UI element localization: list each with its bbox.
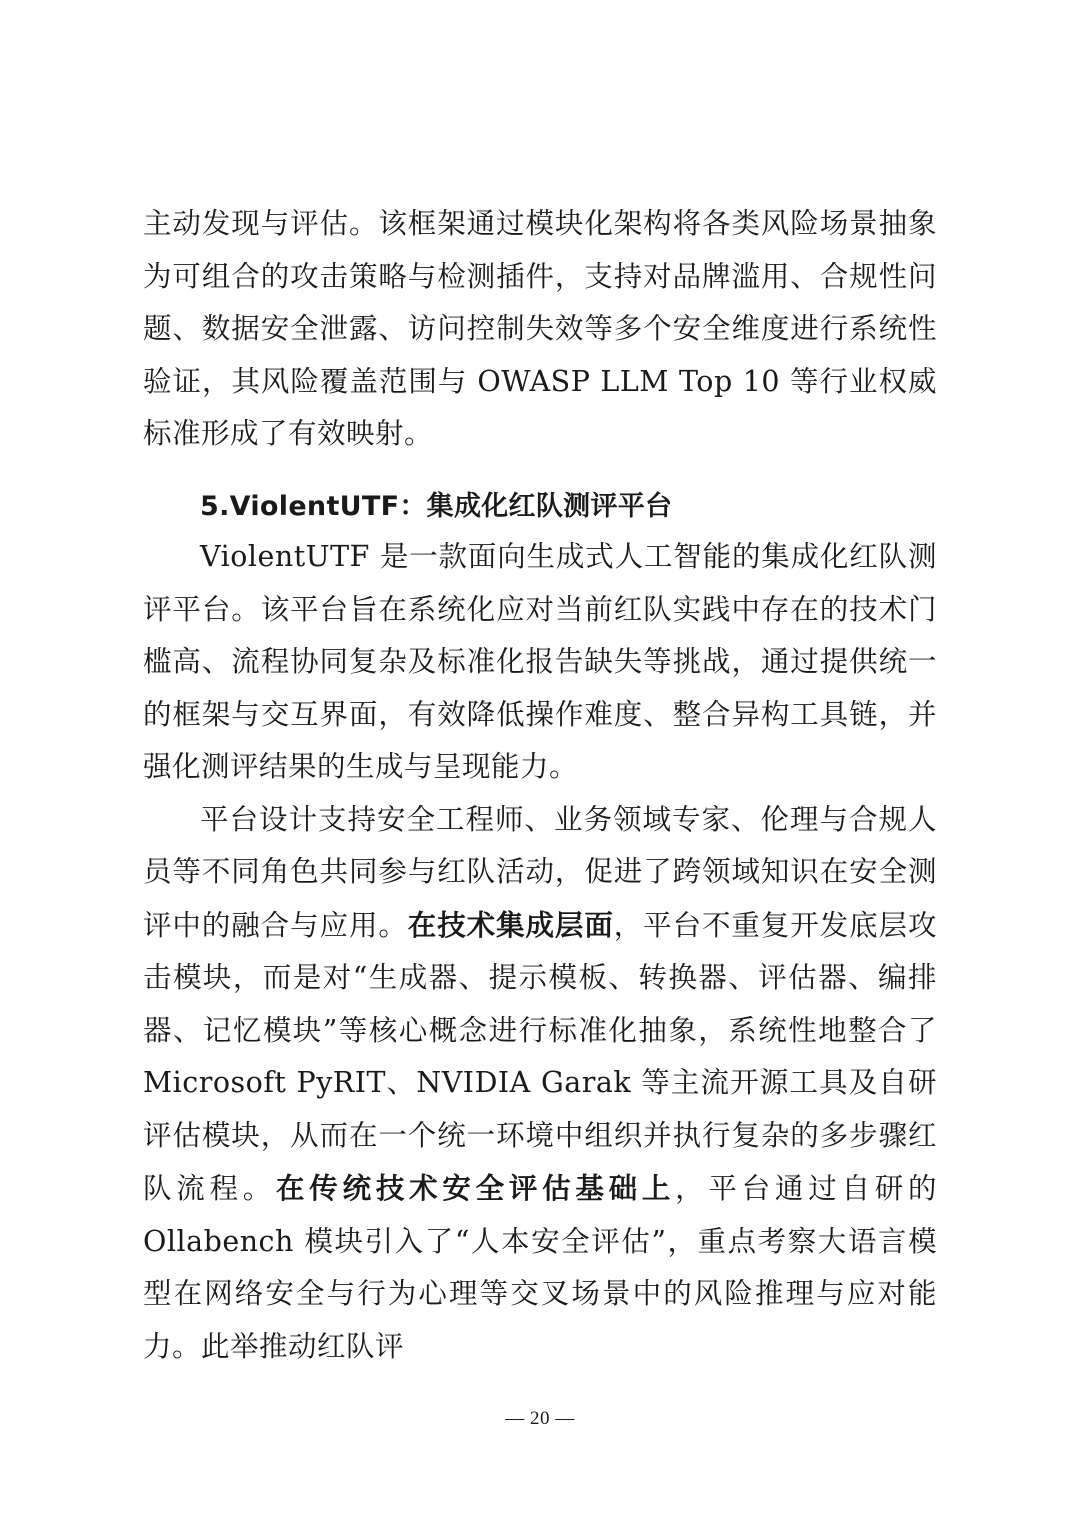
section-heading: 5.ViolentUTF：集成化红队测评平台: [200, 491, 673, 522]
paragraph-violentutf-intro: ViolentUTF 是一款面向生成式人工智能的集成化红队测评平台。该平台旨在系统化应对当前红队实践中存在的技术门槛高、流程协同复杂及标准化报告缺失等挑战，通过提供统一的框架与交互界面，有效降低操作难度、整合异构工具链，并强化测评结果的生成与呈现能力。: [143, 540, 937, 783]
bold-phrase-technical-integration: 在技术集成层面: [407, 907, 614, 942]
intro-text-block: [143, 198, 937, 461]
paragraph-text: ，平台不重复开发底层攻击模块，而是对“生成器、提示模板、转换器、评估器、编排器、记忆模块”等核心概念进行标准化抽象，系统性地整合了 Microsoft PyRIT、NVIDIA Garak 等主流开源工具及自研评估模块，从而在一个统一环境中组织并执行复杂的多步骤红队流程。: [143, 908, 937, 1205]
paragraph-text: 平台设计支持安全工程师、业务领域专家、伦理与合规人员等不同角色共同参与红队活动，促进了跨领域知识在安全测评中的融合与应用。: [143, 802, 937, 942]
bold-phrase-traditional-security: 在传统技术安全评估基础上: [276, 1171, 676, 1205]
main-text-block: [143, 531, 937, 1373]
page-number: — 20 —: [505, 1408, 575, 1429]
paragraph-text: ，平台通过自研的 Ollabench 模块引入了“人本安全评估”，重点考察大语言模型在网络安全与行为心理等交叉场景中的风险推理与应对能力。此举推动红队评: [143, 1172, 937, 1363]
intro-paragraph: 主动发现与评估。该框架通过模块化架构将各类风险场景抽象为可组合的攻击策略与检测插件，支持对品牌滥用、合规性问题、数据安全泄露、访问控制失效等多个安全维度进行系统性验证，其风险覆盖范围与 OWASP LLM Top 10 等行业权威标准形成了有效映射。: [143, 207, 937, 450]
paragraph-platform-design: [143, 794, 937, 1374]
